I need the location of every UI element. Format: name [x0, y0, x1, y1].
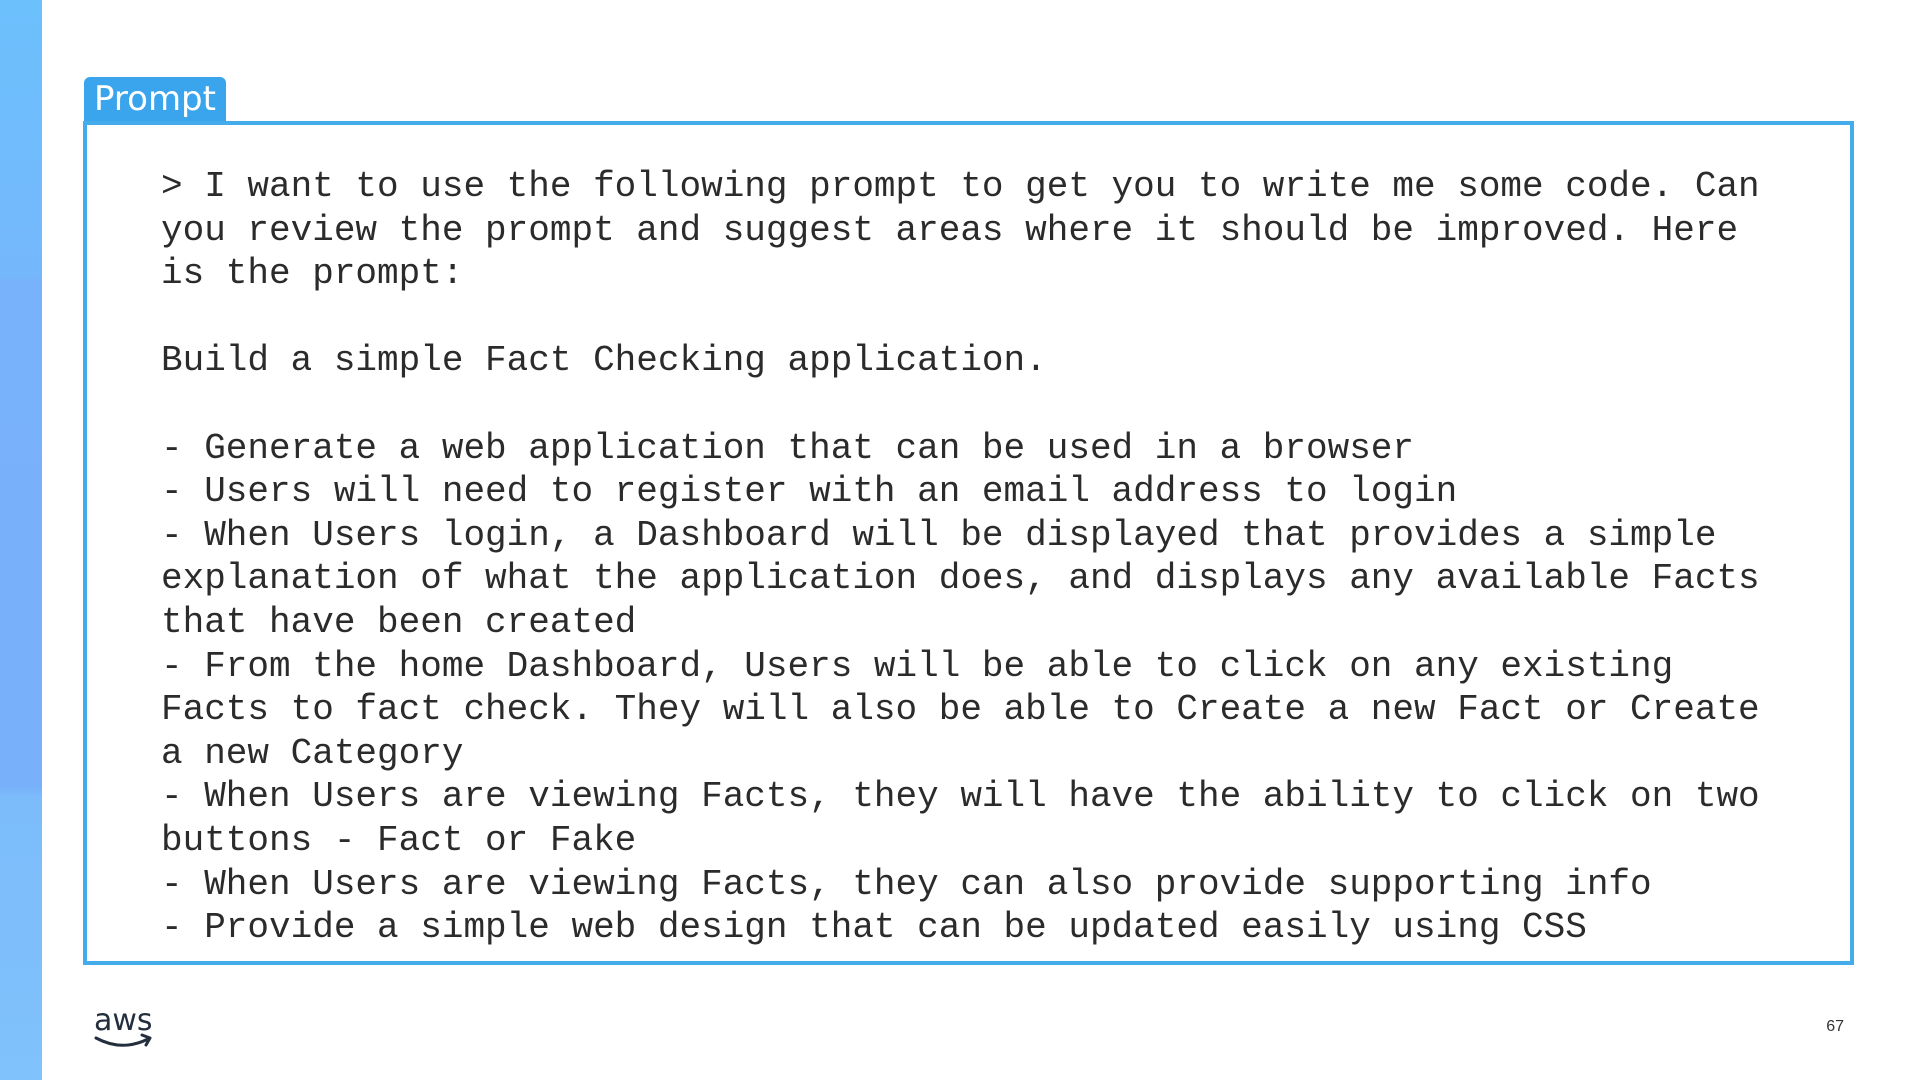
prompt-line: explanation of what the application does, and displays any available Facts [161, 558, 1760, 600]
prompt-line: - Users will need to register with an email address to login [161, 471, 1458, 513]
prompt-line: that have been created [161, 601, 637, 643]
prompt-line: Build a simple Fact Checking application. [161, 340, 1047, 382]
aws-smile-arrow [96, 1038, 148, 1045]
prompt-line: is the prompt: [161, 253, 464, 295]
prompt-line: a new Category [161, 732, 464, 774]
prompt-line: > I want to use the following prompt to get you to write me some code. Can [161, 166, 1760, 207]
prompt-line: - When Users are viewing Facts, they can also provide supporting info [161, 863, 1652, 905]
prompt-tab-label: Prompt [84, 77, 226, 121]
aws-logo-text: aws [94, 1003, 153, 1038]
prompt-line: - Provide a simple web design that can be updated easily using CSS [161, 907, 1587, 949]
prompt-line [161, 383, 1801, 427]
prompt-box [83, 121, 1854, 965]
prompt-text [161, 165, 1801, 950]
prompt-line: - From the home Dashboard, Users will be able to click on any existing [161, 645, 1674, 687]
aws-logo-icon [92, 1002, 156, 1052]
page-number: 67 [1826, 1018, 1844, 1035]
prompt-line: you review the prompt and suggest areas where it should be improved. Here [161, 209, 1739, 251]
prompt-line: - When Users login, a Dashboard will be displayed that provides a simple [161, 514, 1717, 556]
prompt-line: buttons - Fact or Fake [161, 819, 637, 861]
prompt-line: - Generate a web application that can be used in a browser [161, 427, 1415, 469]
prompt-line: Facts to fact check. They will also be able to Create a new Fact or Create [161, 689, 1760, 731]
prompt-line [161, 296, 1801, 340]
left-accent-bar [0, 0, 42, 1080]
prompt-line: - When Users are viewing Facts, they will have the ability to click on two [161, 776, 1760, 818]
